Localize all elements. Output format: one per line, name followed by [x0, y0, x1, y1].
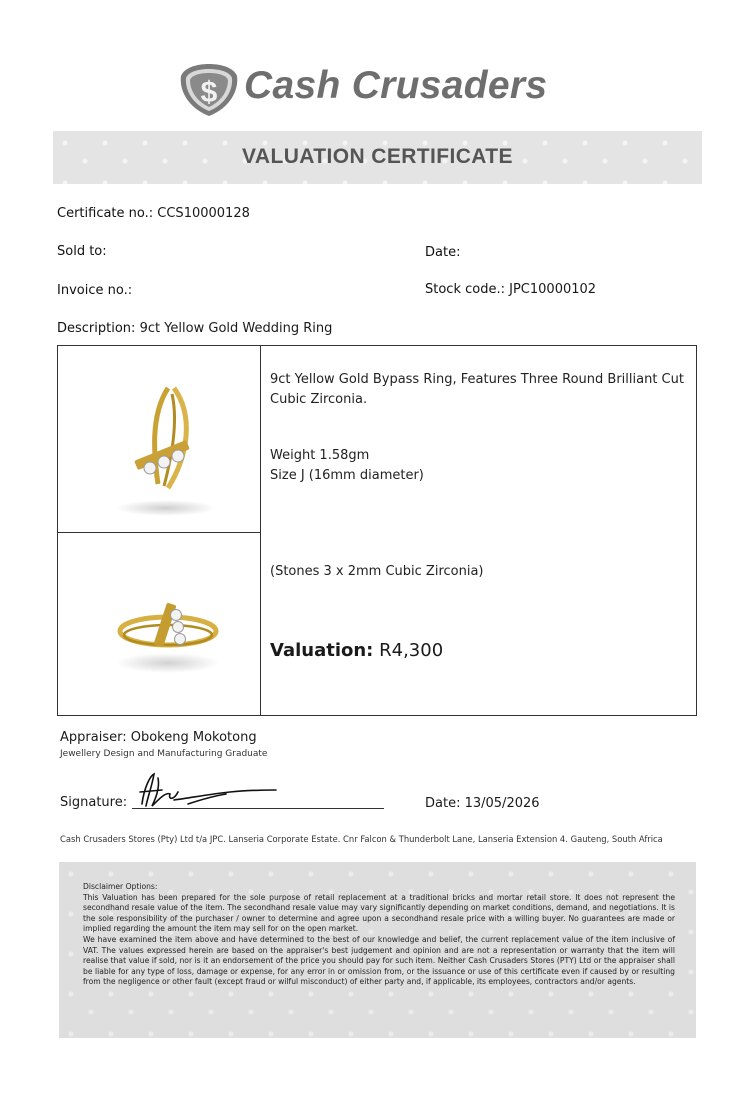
signature-line: [132, 808, 384, 809]
valuation-label: Valuation:: [270, 640, 374, 661]
disclaimer-paragraph-2: We have examined the item above and have determined to the best of our knowledge and belief, the current replacement value of the item inclusive of VAT. The values expressed herein are based on the appraiser's best judgement and opinion and are not a representation or warranty that the item will realise that value if sold, nor is it an endorsement of the price you should pay for such item. Neither Cash Crusaders Stores (PTY) Ltd or the appraiser shall be liable for any type of loss, damage or expense, for any error in or omission from, or the issuance or use of this certificate even if caused by or resulting from the negligence or other fault (except fraud or wilful misconduct) of either party and, if applicable, its employees, contractors and/or agents.: [83, 934, 675, 987]
date-bottom: [425, 796, 540, 811]
invoice-label: Invoice no.:: [57, 283, 133, 298]
disclaimer-heading: Disclaimer Options:: [83, 882, 158, 891]
sold-to: [57, 244, 107, 259]
stock-code: [425, 282, 596, 297]
brand-logo: [178, 60, 598, 120]
sold-to-label: Sold to:: [57, 244, 107, 259]
item-box: [57, 345, 697, 716]
date-bottom-label: Date:: [425, 796, 461, 811]
item-summary: 9ct Yellow Gold Bypass Ring, Features Three Round Brilliant Cut Cubic Zirconia.: [270, 372, 684, 407]
valuation: [270, 640, 443, 661]
description: [57, 321, 332, 336]
appraiser-title: Jewellery Design and Manufacturing Graduate: [60, 749, 268, 759]
ring-front-image: [98, 366, 228, 526]
page-title: VALUATION CERTIFICATE: [242, 145, 513, 168]
brand-name: Cash Crusaders: [244, 64, 548, 107]
item-weight: Weight 1.58gm: [270, 448, 370, 463]
certificate-value: CCS10000128: [157, 206, 250, 221]
item-size: Size J (16mm diameter): [270, 468, 424, 483]
invoice-number: [57, 283, 132, 298]
disclaimer-paragraph-1: This Valuation has been prepared for the sole purpose of retail replacement at a traditional bricks and mortar retail store. It does not represent the secondhand resale value of the item. The secondhand resale value may vary significantly depending on market conditions, demand, and negotiations. It is the sole responsibility of the purchaser / owner to determine and agree upon a secondhand resale price with a willing buyer. No guarantees are made or implied regarding the amount the item may sell for on the open market.: [83, 892, 675, 934]
disclaimer-box: [59, 862, 696, 1038]
dollar-shield-icon: [178, 62, 240, 118]
ring-side-image: [98, 551, 228, 701]
appraiser: [60, 730, 257, 745]
box-divider-vertical: [260, 346, 261, 715]
description-label: Description:: [57, 321, 136, 336]
signature-label: Signature:: [60, 795, 128, 810]
svg-text:$: $: [200, 76, 218, 109]
appraiser-name: Obokeng Mokotong: [130, 730, 257, 745]
date-bottom-value: 13/05/2026: [464, 796, 540, 811]
signature-image: [130, 768, 280, 810]
title-banner: [53, 131, 702, 184]
footer-address: Cash Crusaders Stores (Pty) Ltd t/a JPC. Lanseria Corporate Estate. Cnr Falcon & Thunderbolt Lane, Lanseria Extension 4. Gauteng, South Africa: [60, 834, 663, 844]
disclaimer-text: [83, 882, 675, 988]
stock-code-value: JPC10000102: [509, 282, 597, 297]
valuation-value: R4,300: [379, 640, 444, 661]
date-top-label: Date:: [425, 245, 461, 260]
certificate-label: Certificate no.:: [57, 206, 154, 221]
item-stones: (Stones 3 x 2mm Cubic Zirconia): [270, 564, 484, 579]
stock-code-label: Stock code.:: [425, 282, 505, 297]
date-top: [425, 245, 460, 260]
certificate-number: [57, 206, 250, 221]
appraiser-label: Appraiser:: [60, 730, 127, 745]
box-divider-horizontal: [58, 532, 261, 533]
description-value: 9ct Yellow Gold Wedding Ring: [139, 321, 333, 336]
